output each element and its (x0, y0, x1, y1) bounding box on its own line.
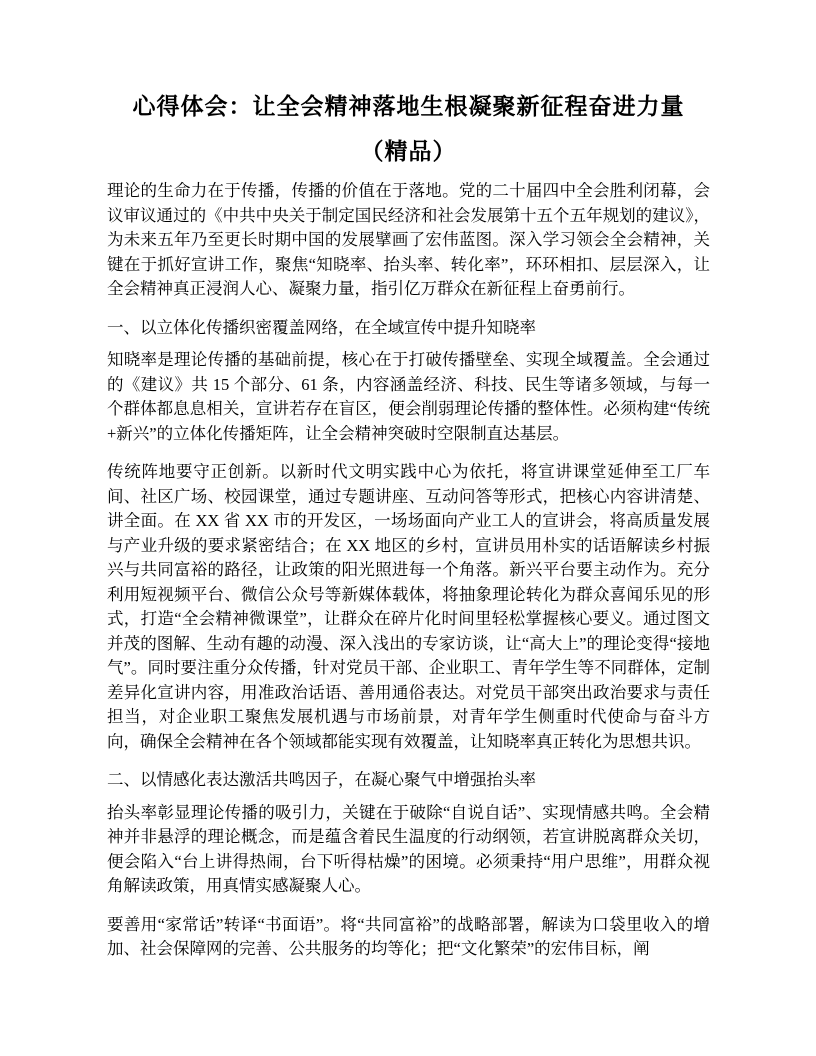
paragraph-intro: 理论的生命力在于传播，传播的价值在于落地。党的二十届四中全会胜利闭幕，会议审议通过的《中共中央关于制定国民经济和社会发展第十五个五年规划的建议》，为未来五年乃至更长时期中国的发展擘画了宏伟蓝图。深入学习领会全会精神，关键在于抓好宣讲工作，聚焦“知晓率、抬头率、转化率”，环环相扣、层层深入，让全会精神真正浸润人心、凝聚力量，指引亿万群众在新征程上奋勇前行。 (107, 181, 710, 298)
paragraph-headup-rate-overview: 抬头率彰显理论传播的吸引力，关键在于破除“自说自话”、实现情感共鸣。全会精神并非悬浮的理论概念，而是蕴含着民生温度的行动纲领，若宣讲脱离群众关切，便会陷入“台上讲得热闹，台下听得枯燥”的困境。必须秉持“用户思维”，用群众视角解读政策，用真情实感凝聚人心。 (107, 802, 710, 895)
section-heading-2: 二、以情感化表达激活共鸣因子，在凝心聚气中增强抬头率 (107, 770, 536, 789)
paragraph-headup-rate-detail: 要善用“家常话”转译“书面语”。将“共同富裕”的战略部署，解读为口袋里收入的增加、社会保障网的完善、公共服务的均等化；把“文化繁荣”的宏伟目标，阐 (107, 914, 710, 958)
paragraph-knowledge-rate-detail: 传统阵地要守正创新。以新时代文明实践中心为依托，将宣讲课堂延伸至工厂车间、社区广场、校园课堂，通过专题讲座、互动问答等形式，把核心内容讲清楚、讲全面。在 XX 省 XX 市的开发区，一场场面向产业工人的宣讲会，将高质量发展与产业升级的要求紧密结合；在 XX 地区的乡村，宣讲员用朴实的话语解读乡村振兴与共同富裕的路径，让政策的阳光照进每一个角落。新兴平台要主动作为。充分利用短视频平台、微信公众号等新媒体载体，将抽象理论转化为群众喜闻乐见的形式，打造“全会精神微课堂”，让群众在碎片化时间里轻松掌握核心要义。通过图文并茂的图解、生动有趣的动漫、深入浅出的专家访谈，让“高大上”的理论变得“接地气”。同时要注重分众传播，针对党员干部、企业职工、青年学生等不同群体，定制差异化宣讲内容，用准政治话语、善用通俗表达。对党员干部突出政治要求与责任担当，对企业职工聚焦发展机遇与市场前景，对青年学生侧重时代使命与奋斗方向，确保全会精神在各个领域都能实现有效覆盖，让知晓率真正转化为思想共识。 (107, 462, 710, 751)
document-title-line-2: （精品） (360, 139, 457, 164)
paragraph-knowledge-rate-overview: 知晓率是理论传播的基础前提，核心在于打破传播壁垒、实现全域覆盖。全会通过的《建议》共 15 个部分、61 条，内容涵盖经济、科技、民生等诸多领域，与每一个群体都息息相关，宣讲若存在盲区，便会削弱理论传播的整体性。必须构建“传统+新兴”的立体化传播矩阵，让全会精神突破时空限制直达基层。 (107, 350, 710, 443)
section-heading-1: 一、以立体化传播织密覆盖网络，在全域宣传中提升知晓率 (107, 317, 536, 337)
document-title (107, 84, 710, 174)
document-title-line-1: 心得体会：让全会精神落地生根凝聚新征程奋进力量 (132, 94, 685, 119)
